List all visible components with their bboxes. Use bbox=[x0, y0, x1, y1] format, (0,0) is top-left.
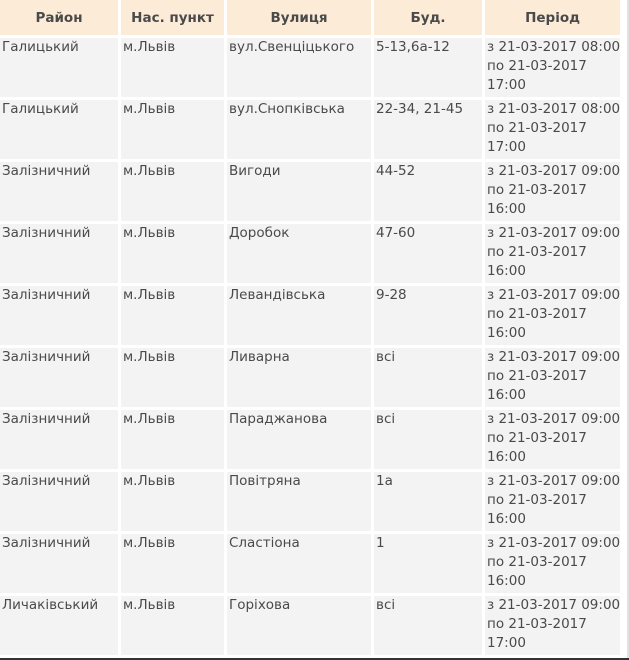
settlement-cell-text: м.Львів bbox=[123, 349, 176, 365]
period-line: 17:00 bbox=[487, 635, 526, 651]
column-header-settlement: Нас. пункт bbox=[121, 0, 224, 35]
period-cell bbox=[485, 286, 620, 345]
period-cell bbox=[485, 38, 620, 97]
district-cell bbox=[0, 596, 118, 655]
district-cell-text: Залізничний bbox=[2, 287, 91, 303]
street-cell bbox=[227, 286, 371, 345]
settlement-cell-text: м.Львів bbox=[123, 597, 176, 613]
period-line: по 21-03-2017 bbox=[487, 368, 587, 384]
period-line: 16:00 bbox=[487, 573, 526, 589]
settlement-cell bbox=[121, 410, 224, 469]
street-cell-text: Параджанова bbox=[229, 411, 328, 427]
buildings-cell bbox=[374, 596, 482, 655]
period-line: з 21-03-2017 08:00 bbox=[487, 39, 621, 55]
settlement-cell bbox=[121, 100, 224, 159]
district-cell-text: Галицький bbox=[2, 101, 79, 117]
period-line: 16:00 bbox=[487, 387, 526, 403]
settlement-cell bbox=[121, 596, 224, 655]
buildings-cell-text: 44-52 bbox=[376, 163, 416, 179]
period-line: 17:00 bbox=[487, 139, 526, 155]
buildings-cell bbox=[374, 100, 482, 159]
district-cell-text: Залізничний bbox=[2, 225, 91, 241]
period-cell bbox=[485, 348, 620, 407]
district-cell-text: Залізничний bbox=[2, 349, 91, 365]
period-cell bbox=[485, 224, 620, 283]
table-row bbox=[0, 38, 620, 97]
street-cell bbox=[227, 100, 371, 159]
table-row bbox=[0, 286, 620, 345]
district-cell-text: Личаківський bbox=[2, 597, 99, 613]
table-row bbox=[0, 472, 620, 531]
district-cell bbox=[0, 534, 118, 593]
buildings-cell bbox=[374, 38, 482, 97]
period-line: 16:00 bbox=[487, 325, 526, 341]
district-cell bbox=[0, 348, 118, 407]
period-line: з 21-03-2017 09:00 bbox=[487, 287, 621, 303]
period-line: по 21-03-2017 bbox=[487, 182, 587, 198]
period-line: 16:00 bbox=[487, 511, 526, 527]
street-cell-text: Горіхова bbox=[229, 597, 291, 613]
street-cell-text: Повітряна bbox=[229, 473, 301, 489]
settlement-cell bbox=[121, 38, 224, 97]
district-cell-text: Залізничний bbox=[2, 163, 91, 179]
district-cell bbox=[0, 224, 118, 283]
settlement-cell bbox=[121, 224, 224, 283]
period-line: з 21-03-2017 09:00 bbox=[487, 411, 621, 427]
district-cell-text: Галицький bbox=[2, 39, 79, 55]
period-line: по 21-03-2017 bbox=[487, 492, 587, 508]
settlement-cell bbox=[121, 162, 224, 221]
district-cell bbox=[0, 38, 118, 97]
street-cell bbox=[227, 596, 371, 655]
table-row bbox=[0, 348, 620, 407]
table-row bbox=[0, 100, 620, 159]
settlement-cell bbox=[121, 534, 224, 593]
period-cell bbox=[485, 162, 620, 221]
district-cell-text: Залізничний bbox=[2, 473, 91, 489]
settlement-cell-text: м.Львів bbox=[123, 39, 176, 55]
street-cell-text: Сластіона bbox=[229, 535, 300, 551]
district-cell bbox=[0, 410, 118, 469]
settlement-cell-text: м.Львів bbox=[123, 101, 176, 117]
street-cell bbox=[227, 348, 371, 407]
street-cell bbox=[227, 472, 371, 531]
table-header-row bbox=[0, 0, 620, 35]
settlement-cell-text: м.Львів bbox=[123, 225, 176, 241]
period-line: з 21-03-2017 09:00 bbox=[487, 225, 621, 241]
period-cell bbox=[485, 472, 620, 531]
period-line: по 21-03-2017 bbox=[487, 616, 587, 632]
column-header-buildings: Буд. bbox=[374, 0, 482, 35]
period-line: 17:00 bbox=[487, 77, 526, 93]
table-row bbox=[0, 534, 620, 593]
buildings-cell-text: всі bbox=[376, 349, 396, 365]
settlement-cell-text: м.Львів bbox=[123, 411, 176, 427]
table-row bbox=[0, 162, 620, 221]
buildings-cell bbox=[374, 224, 482, 283]
street-cell-text: Левандівська bbox=[229, 287, 326, 303]
period-line: по 21-03-2017 bbox=[487, 58, 587, 74]
street-cell-text: вул.Свенціцького bbox=[229, 39, 355, 55]
street-cell-text: вул.Снопківська bbox=[229, 101, 345, 117]
buildings-cell bbox=[374, 472, 482, 531]
settlement-cell-text: м.Львів bbox=[123, 535, 176, 551]
buildings-cell bbox=[374, 410, 482, 469]
street-cell bbox=[227, 534, 371, 593]
buildings-cell-text: всі bbox=[376, 597, 396, 613]
buildings-cell bbox=[374, 162, 482, 221]
buildings-cell-text: всі bbox=[376, 411, 396, 427]
street-cell bbox=[227, 224, 371, 283]
district-cell bbox=[0, 286, 118, 345]
buildings-cell bbox=[374, 348, 482, 407]
period-line: по 21-03-2017 bbox=[487, 306, 587, 322]
street-cell bbox=[227, 38, 371, 97]
period-cell bbox=[485, 596, 620, 655]
street-cell-text: Доробок bbox=[229, 225, 290, 241]
period-line: 16:00 bbox=[487, 201, 526, 217]
buildings-cell-text: 1а bbox=[376, 473, 393, 489]
buildings-cell-text: 9-28 bbox=[376, 287, 407, 303]
period-line: 16:00 bbox=[487, 449, 526, 465]
settlement-cell-text: м.Львів bbox=[123, 287, 176, 303]
period-line: з 21-03-2017 09:00 bbox=[487, 473, 621, 489]
buildings-cell-text: 22-34, 21-45 bbox=[376, 101, 464, 117]
street-cell-text: Вигоди bbox=[229, 163, 281, 179]
period-line: по 21-03-2017 bbox=[487, 554, 587, 570]
period-line: з 21-03-2017 09:00 bbox=[487, 163, 621, 179]
buildings-cell-text: 5-13,6а-12 bbox=[376, 39, 450, 55]
period-cell bbox=[485, 534, 620, 593]
period-cell bbox=[485, 410, 620, 469]
settlement-cell bbox=[121, 348, 224, 407]
table-row bbox=[0, 224, 620, 283]
settlement-cell-text: м.Львів bbox=[123, 163, 176, 179]
period-line: по 21-03-2017 bbox=[487, 430, 587, 446]
buildings-cell bbox=[374, 286, 482, 345]
table-body bbox=[0, 38, 620, 655]
settlement-cell bbox=[121, 286, 224, 345]
district-cell bbox=[0, 100, 118, 159]
buildings-cell bbox=[374, 534, 482, 593]
period-line: з 21-03-2017 09:00 bbox=[487, 349, 621, 365]
district-cell-text: Залізничний bbox=[2, 535, 91, 551]
buildings-cell-text: 47-60 bbox=[376, 225, 416, 241]
column-header-district: Район bbox=[0, 0, 118, 35]
buildings-cell-text: 1 bbox=[376, 535, 385, 551]
column-header-period: Період bbox=[485, 0, 620, 35]
district-cell bbox=[0, 472, 118, 531]
table-row bbox=[0, 596, 620, 655]
period-line: з 21-03-2017 08:00 bbox=[487, 101, 621, 117]
district-cell bbox=[0, 162, 118, 221]
street-cell bbox=[227, 410, 371, 469]
settlement-cell bbox=[121, 472, 224, 531]
period-line: по 21-03-2017 bbox=[487, 120, 587, 136]
settlement-cell-text: м.Львів bbox=[123, 473, 176, 489]
period-line: по 21-03-2017 bbox=[487, 244, 587, 260]
table-row bbox=[0, 410, 620, 469]
period-line: з 21-03-2017 09:00 bbox=[487, 535, 621, 551]
period-line: 16:00 bbox=[487, 263, 526, 279]
period-line: з 21-03-2017 09:00 bbox=[487, 597, 621, 613]
period-cell bbox=[485, 100, 620, 159]
district-cell-text: Залізничний bbox=[2, 411, 91, 427]
street-cell bbox=[227, 162, 371, 221]
street-cell-text: Ливарна bbox=[229, 349, 290, 365]
column-header-street: Вулиця bbox=[227, 0, 371, 35]
